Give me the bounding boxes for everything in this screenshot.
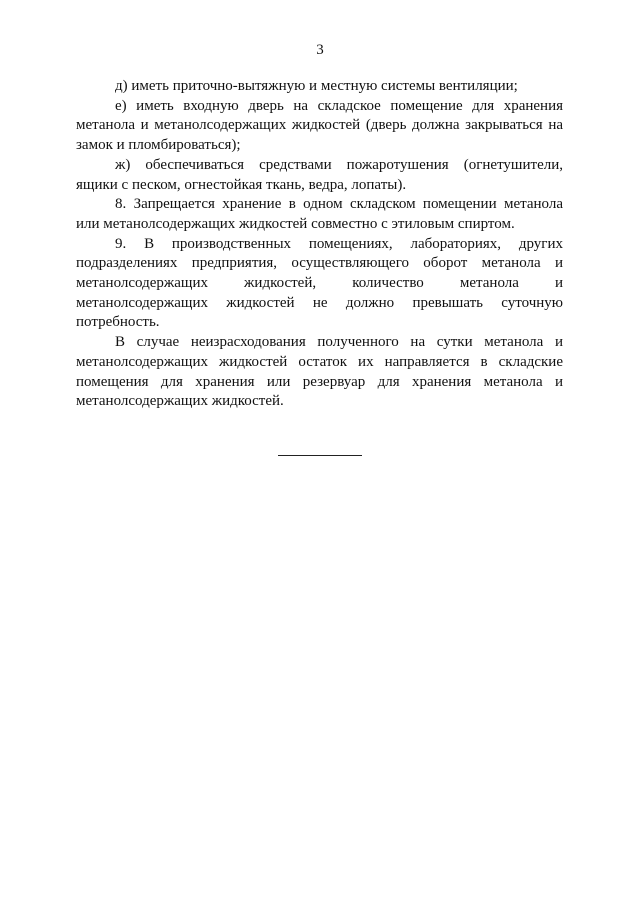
page-number: 3 xyxy=(316,42,324,58)
paragraph-9: 9. В производственных помещениях, лабораториях, других подразделениях предприятия, осуществляющего оборот метанола и метанолсодержащих жидкостей, количество метанола и метанолсодержащих жидкостей не должно превышать суточную потребность. xyxy=(76,235,563,331)
end-of-text-rule xyxy=(278,455,362,456)
paragraph-item-zh: ж) обеспечиваться средствами пожаротушения (огнетушители, ящики с песком, огнестойкая ткань, ведра, лопаты). xyxy=(76,156,563,193)
document-body xyxy=(76,77,563,412)
paragraph-8: 8. Запрещается хранение в одном складском помещении метанола или метанолсодержащих жидкостей совместно с этиловым спиртом. xyxy=(76,196,563,232)
paragraph-item-d: д) иметь приточно-вытяжную и местную системы вентиляции; xyxy=(115,78,518,94)
paragraph-item-e: е) иметь входную дверь на складское помещение для хранения метанола и метанолсодержащих жидкостей (дверь должна закрываться на замок и пломбироваться); xyxy=(76,97,563,154)
paragraph-remainder: В случае неизрасходования полученного на сутки метанола и метанолсодержащих жидкостей остаток их направляется в складские помещения для хранения или резервуар для хранения метанола и метанолсодержащих жидкостей. xyxy=(76,334,563,410)
